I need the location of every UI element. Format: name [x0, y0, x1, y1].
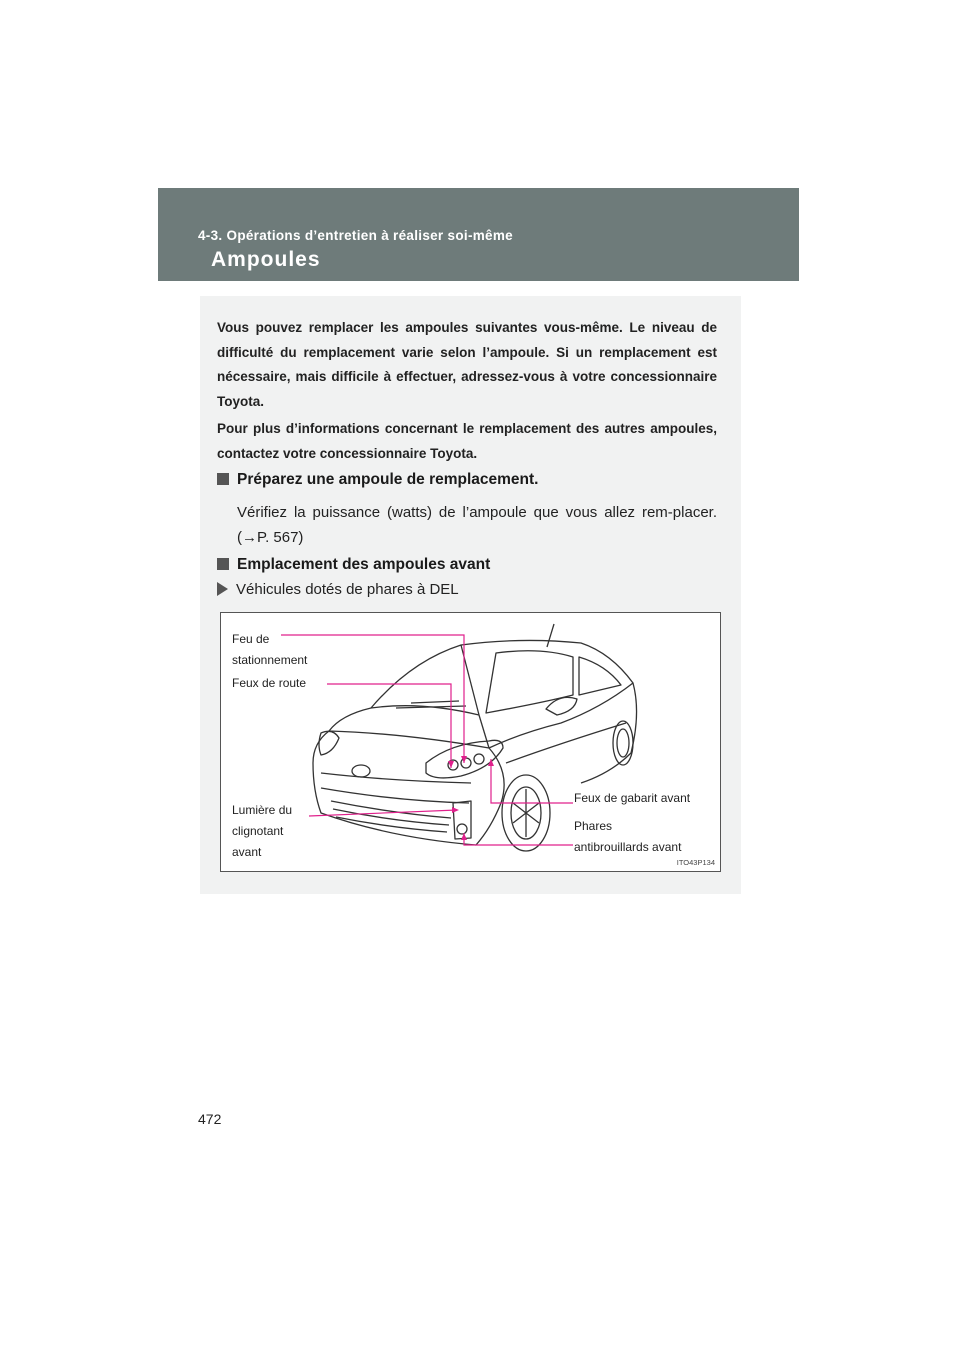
chapter-header [158, 188, 799, 281]
label-side-marker: Feux de gabarit avant [574, 791, 691, 805]
section-heading-location [217, 556, 490, 574]
square-bullet-icon [217, 473, 229, 485]
page-title: Ampoules [211, 248, 321, 271]
figure-id: ITO43P134 [676, 858, 715, 867]
label-line: avant [232, 845, 262, 859]
label-line: Feu de [232, 632, 270, 646]
square-bullet-icon [217, 558, 229, 570]
section-heading-replacement [217, 471, 539, 489]
section-heading-text: Emplacement des ampoules avant [237, 556, 491, 573]
label-parking-light [232, 629, 307, 671]
label-line: clignotant [232, 824, 284, 838]
front-bulbs-figure [220, 612, 721, 872]
label-line: Lumière du [232, 803, 293, 817]
label-fog-lights [574, 816, 681, 858]
section-body-replacement: Vérifiez la puissance (watts) de l’ampoule que vous allez rem-placer. (→P. 567) [237, 504, 717, 546]
label-line: antibrouillards avant [574, 840, 682, 854]
triangle-bullet-icon [217, 582, 228, 596]
section-heading-text: Préparez une ampoule de remplacement. [237, 471, 539, 488]
label-line: Phares [574, 819, 613, 833]
page-number: 472 [198, 1111, 222, 1127]
vehicle-type-bullet [217, 581, 459, 598]
intro-paragraph-2: Pour plus d’informations concernant le remplacement des autres ampoules, contactez votre concessionnaire Toyota. [217, 421, 717, 461]
intro-paragraph-1: Vous pouvez remplacer les ampoules suivantes vous-même. Le niveau de difficulté du remplacement varie selon l’ampoule. Si un remplacement est nécessaire, mais difficile à effectuer, adressez-vous à votre concessionnaire Toyota. [217, 320, 717, 409]
vehicle-type-text: Véhicules dotés de phares à DEL [236, 581, 459, 598]
label-turn-signal [232, 800, 292, 863]
label-line: stationnement [232, 653, 308, 667]
section-title: 4-3. Opérations d’entretien à réaliser soi-même [198, 228, 513, 243]
label-high-beam: Feux de route [232, 676, 307, 690]
